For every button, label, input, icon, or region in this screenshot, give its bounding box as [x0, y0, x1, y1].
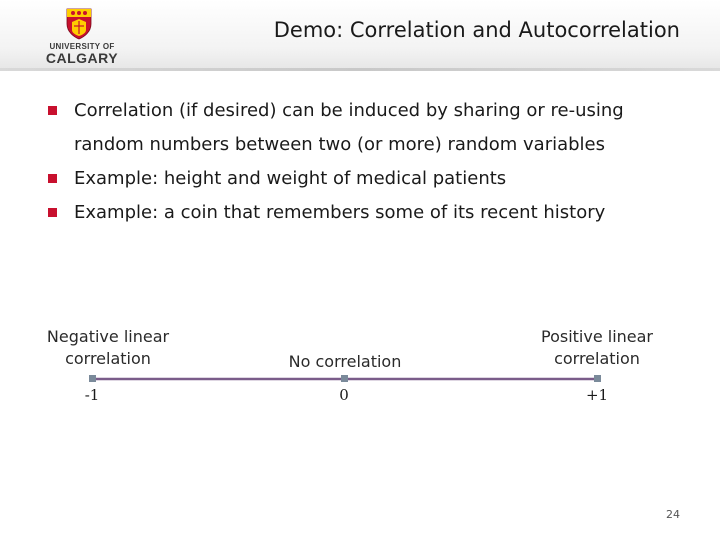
tick-label-plus-one: +1 [585, 386, 609, 404]
logo-text-university-of: UNIVERSITY OF [49, 42, 115, 51]
no-correlation-label: No correlation [288, 352, 402, 371]
label-line: Positive linear [540, 327, 654, 346]
label-line: correlation [554, 349, 640, 368]
bullet-text-line: Correlation (if desired) can be induced by sharing or re-using [74, 100, 624, 121]
scale-endpoint-left [89, 375, 96, 382]
label-line: correlation [65, 349, 151, 368]
bullet-text-line: random numbers between two (or more) random variables [74, 134, 606, 155]
tick-label-minus-one: -1 [84, 386, 100, 404]
slide-title: Demo: Correlation and Autocorrelation [273, 18, 680, 42]
scale-midpoint [341, 375, 348, 382]
label-line: Negative linear [46, 327, 170, 346]
page-number: 24 [666, 508, 680, 521]
tick-label-zero: 0 [339, 386, 349, 404]
scale-endpoint-right [594, 375, 601, 382]
logo-text-calgary: CALGARY [45, 50, 119, 66]
bullet-text-line: Example: height and weight of medical patients [74, 168, 507, 189]
bullet-text-line: Example: a coin that remembers some of its recent history [74, 202, 606, 223]
